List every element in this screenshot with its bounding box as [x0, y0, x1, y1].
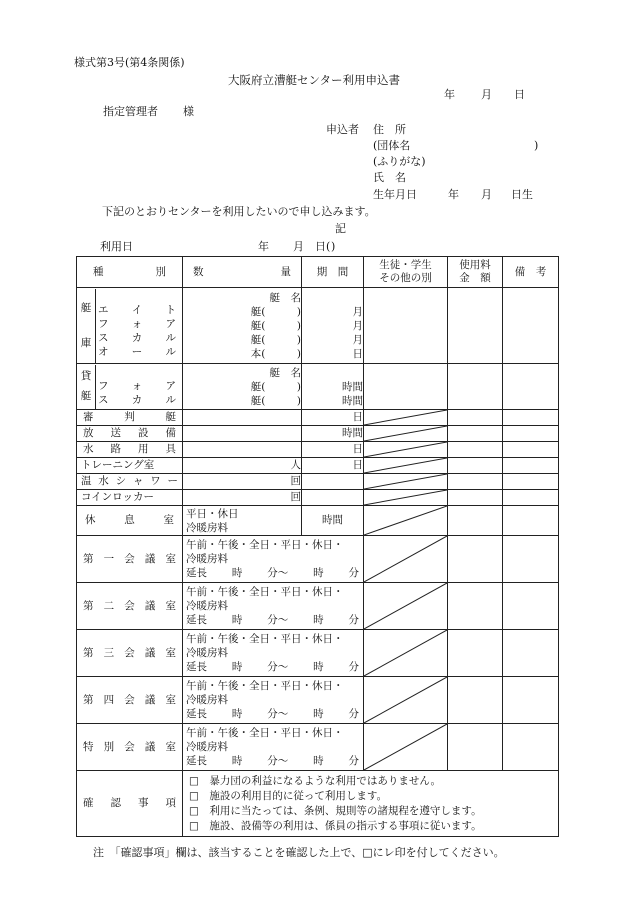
simple-row-student	[364, 426, 448, 442]
header-type: 種 別	[77, 257, 183, 288]
rest-room-note[interactable]	[503, 506, 559, 536]
rest-room-row	[77, 506, 559, 536]
intro-text: 下記のとおりセンターを利用したいので申し込みます。	[102, 205, 376, 218]
meeting-room-note[interactable]	[503, 536, 559, 583]
confirm-type: 確 認 事 項	[77, 771, 183, 837]
simple-row	[77, 426, 559, 442]
simple-row-note[interactable]	[503, 458, 559, 474]
meeting-room-type: 第 四 会 議 室	[77, 677, 183, 724]
meeting-room-fee[interactable]	[448, 724, 503, 771]
boat-storage-period: 月 月 月 日	[302, 288, 364, 364]
rest-room-type: 休 息 室	[77, 506, 183, 536]
simple-row	[77, 490, 559, 506]
boat-storage-fee[interactable]	[448, 288, 503, 364]
confirm-items	[183, 771, 559, 837]
group-name-close: )	[534, 139, 539, 152]
meeting-room-qty: 午前・午後・全日・平日・休日・ 冷暖房料 延長 時 分〜 時 分	[183, 677, 364, 724]
simple-row-period: 日	[302, 410, 364, 426]
simple-row-student	[364, 458, 448, 474]
simple-row-type: 審 判 艇	[77, 410, 183, 426]
simple-row-qty: 回	[183, 490, 302, 506]
simple-row-period: 時間	[302, 426, 364, 442]
meeting-room-student	[364, 536, 448, 583]
meeting-room-qty: 午前・午後・全日・平日・休日・ 冷暖房料 延長 時 分〜 時 分	[183, 536, 364, 583]
boat-rental-note[interactable]	[503, 364, 559, 410]
meeting-room-qty: 午前・午後・全日・平日・休日・ 冷暖房料 延長 時 分〜 時 分	[183, 724, 364, 771]
header-row	[77, 257, 559, 288]
meeting-room-fee[interactable]	[448, 677, 503, 724]
boat-rental-qty: 艇 名 艇( ) 艇( )	[183, 364, 302, 410]
confirm-checkbox-item[interactable]: □ 利用に当たっては、条例、規則等の諸規程を遵守します。	[189, 804, 482, 817]
simple-row	[77, 458, 559, 474]
simple-row-fee[interactable]	[448, 442, 503, 458]
simple-row-qty: 回	[183, 474, 302, 490]
confirm-checkbox-item[interactable]: □ 施設、設備等の利用は、係員の指示する事項に従います。	[189, 819, 482, 832]
rest-room-qty: 平日・休日 冷暖房料	[183, 506, 302, 536]
simple-row-type: トレーニング室	[77, 458, 183, 474]
simple-row-type: 放 送 設 備	[77, 426, 183, 442]
page-title: 大阪府立漕艇センター利用申込書	[228, 73, 401, 87]
meeting-room-fee[interactable]	[448, 583, 503, 630]
boat-storage-student[interactable]	[364, 288, 448, 364]
simple-row-note[interactable]	[503, 442, 559, 458]
furigana-label: (ふりがな)	[373, 155, 426, 168]
simple-row	[77, 442, 559, 458]
meeting-room-row	[77, 630, 559, 677]
recipient-suffix: 様	[183, 105, 194, 118]
header-qty: 数 量	[183, 257, 302, 288]
meeting-room-type: 第 一 会 議 室	[77, 536, 183, 583]
simple-row-qty: 人	[183, 458, 302, 474]
boat-storage-note[interactable]	[503, 288, 559, 364]
application-table	[76, 256, 559, 837]
rest-room-period: 時間	[302, 506, 364, 536]
simple-row-fee[interactable]	[448, 410, 503, 426]
simple-row-student	[364, 474, 448, 490]
meeting-room-row	[77, 724, 559, 771]
name-label: 氏 名	[373, 171, 406, 184]
boat-storage-qty: 艇 名 艇( ) 艇( ) 艇( ) 本( )	[183, 288, 302, 364]
meeting-room-note[interactable]	[503, 724, 559, 771]
simple-row-period: 日	[302, 442, 364, 458]
header-student: 生徒・学生 その他の別	[364, 257, 448, 288]
simple-row-fee[interactable]	[448, 458, 503, 474]
simple-row-qty	[183, 442, 302, 458]
rest-room-student	[364, 506, 448, 536]
header-period: 期 間	[302, 257, 364, 288]
simple-row-type: 温 水 シ ャ ワ ー	[77, 474, 183, 490]
ki-label: 記	[335, 222, 346, 235]
meeting-room-note[interactable]	[503, 583, 559, 630]
simple-row-fee[interactable]	[448, 474, 503, 490]
boat-storage-row	[77, 288, 559, 364]
confirm-row	[77, 771, 559, 837]
boat-rental-student[interactable]	[364, 364, 448, 410]
meeting-room-fee[interactable]	[448, 536, 503, 583]
form-id: 様式第3号(第4条関係)	[74, 56, 185, 69]
confirm-checkbox-item[interactable]: □ 施設の利用目的に従って利用します。	[189, 789, 388, 802]
simple-row-type: 水 路 用 具	[77, 442, 183, 458]
meeting-room-type: 第 二 会 議 室	[77, 583, 183, 630]
simple-row-fee[interactable]	[448, 490, 503, 506]
simple-row	[77, 410, 559, 426]
simple-row-period: 日	[302, 458, 364, 474]
boat-rental-type: 貸 艇 フ ォ ア ス カ ル	[77, 364, 183, 410]
simple-row-note[interactable]	[503, 490, 559, 506]
meeting-room-student	[364, 630, 448, 677]
meeting-room-qty: 午前・午後・全日・平日・休日・ 冷暖房料 延長 時 分〜 時 分	[183, 583, 364, 630]
rest-room-fee[interactable]	[448, 506, 503, 536]
address-label: 住 所	[373, 123, 406, 136]
simple-row-period	[302, 490, 364, 506]
boat-rental-period: 時間 時間	[302, 364, 364, 410]
boat-rental-row	[77, 364, 559, 410]
simple-row-student	[364, 410, 448, 426]
header-fee: 使用料 金 額	[448, 257, 503, 288]
boat-storage-type: 艇 庫 エ イ ト フ ォ ア ス カ ル オ ー ル	[77, 288, 183, 364]
meeting-room-type: 第 三 会 議 室	[77, 630, 183, 677]
meeting-room-qty: 午前・午後・全日・平日・休日・ 冷暖房料 延長 時 分〜 時 分	[183, 630, 364, 677]
applicant-label: 申込者	[326, 123, 359, 136]
simple-row	[77, 474, 559, 490]
footnote: 注 「確認事項」欄は、該当することを確認した上で、□にレ印を付してください。	[93, 846, 505, 859]
simple-row-student	[364, 490, 448, 506]
simple-row-qty	[183, 426, 302, 442]
birth-label: 生年月日	[373, 188, 417, 201]
meeting-room-row	[77, 536, 559, 583]
simple-row-note[interactable]	[503, 426, 559, 442]
meeting-room-note[interactable]	[503, 677, 559, 724]
simple-row-qty	[183, 410, 302, 426]
recipient: 指定管理者	[103, 105, 158, 118]
simple-row-period	[302, 474, 364, 490]
header-note: 備 考	[503, 257, 559, 288]
meeting-room-fee[interactable]	[448, 630, 503, 677]
simple-row-student	[364, 442, 448, 458]
boat-rental-fee[interactable]	[448, 364, 503, 410]
meeting-room-student	[364, 724, 448, 771]
simple-row-note[interactable]	[503, 410, 559, 426]
meeting-room-row	[77, 583, 559, 630]
meeting-room-type: 特 別 会 議 室	[77, 724, 183, 771]
group-name-label: (団体名	[373, 139, 411, 152]
meeting-room-student	[364, 583, 448, 630]
simple-row-type: コインロッカー	[77, 490, 183, 506]
simple-row-fee[interactable]	[448, 426, 503, 442]
simple-row-note[interactable]	[503, 474, 559, 490]
confirm-checkbox-item[interactable]: □ 暴力団の利益になるような利用ではありません。	[189, 774, 442, 787]
meeting-room-note[interactable]	[503, 630, 559, 677]
meeting-room-student	[364, 677, 448, 724]
meeting-room-row	[77, 677, 559, 724]
